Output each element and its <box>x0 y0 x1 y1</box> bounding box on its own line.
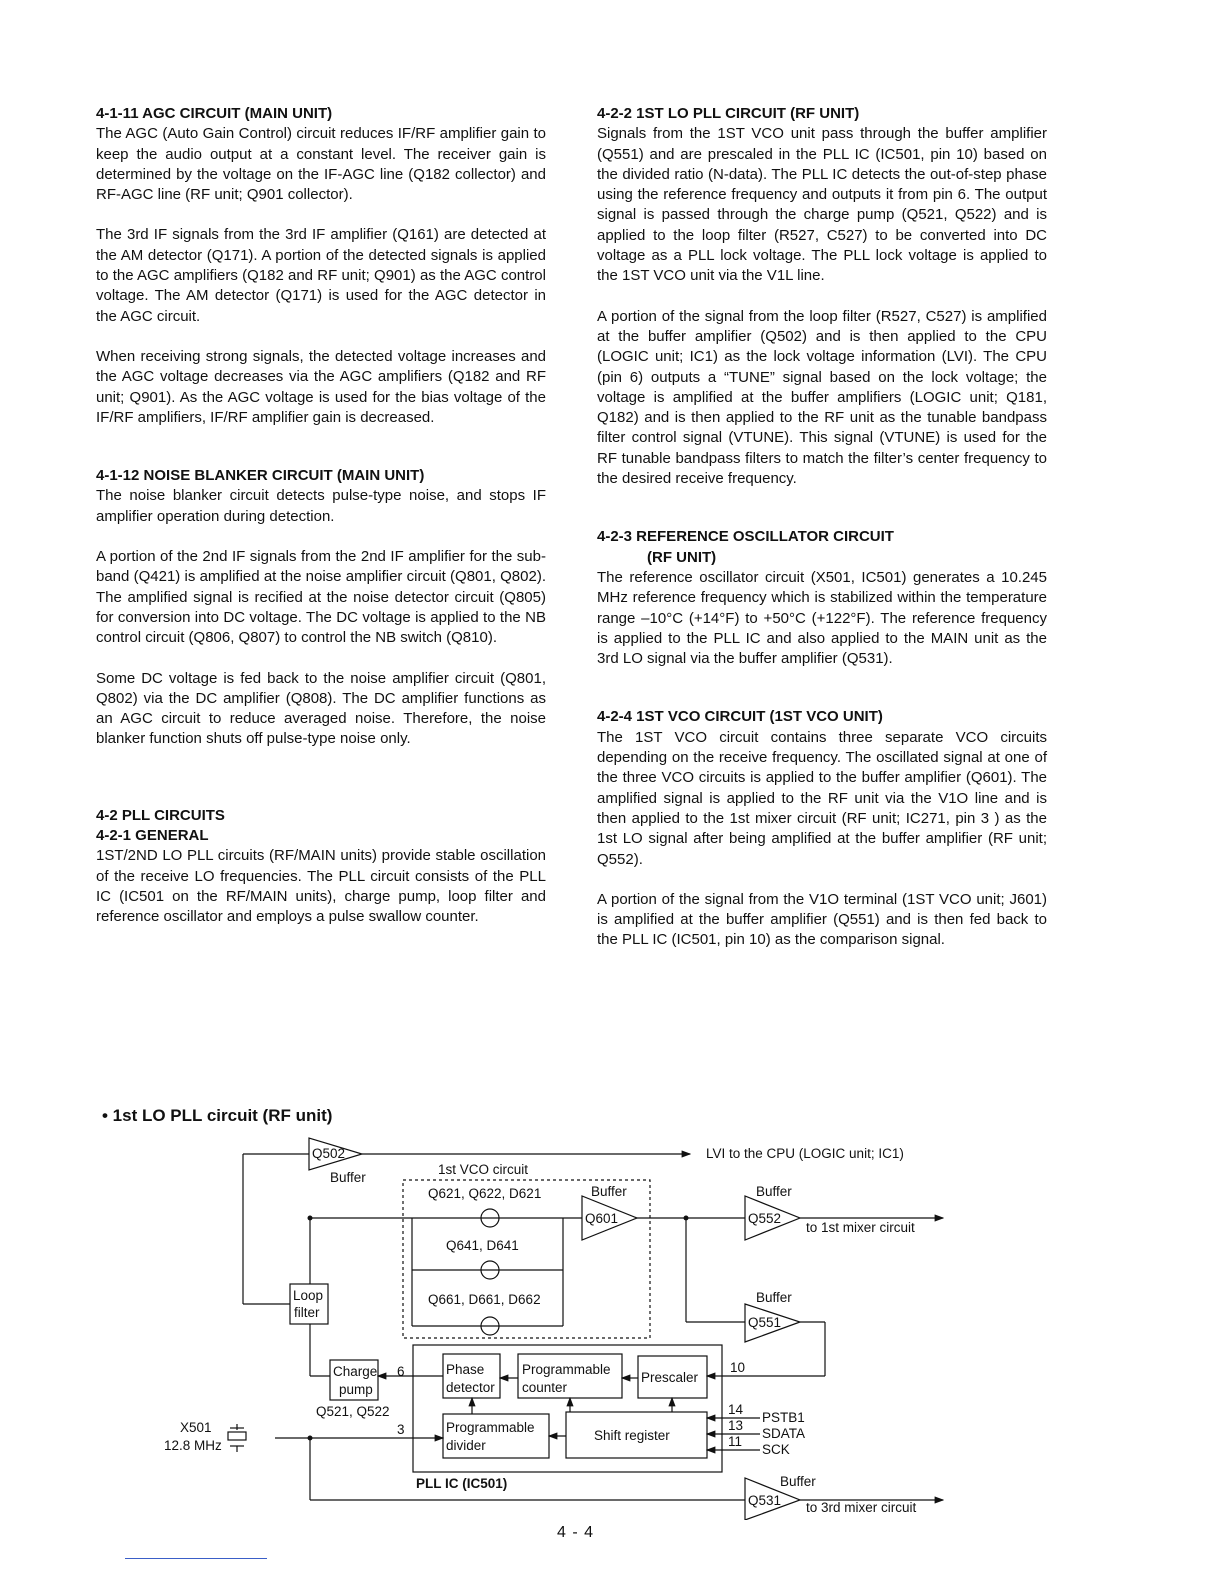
label-counter: counter <box>522 1380 568 1395</box>
label-q601: Q601 <box>585 1211 619 1226</box>
label-x501: X501 <box>180 1420 212 1435</box>
section-heading-ref-osc: 4-2-3 REFERENCE OSCILLATOR CIRCUIT <box>597 528 894 546</box>
label-pll-ic: PLL IC (IC501) <box>416 1476 508 1491</box>
footer-rule <box>125 1558 267 1559</box>
label-x501-freq: 12.8 MHz <box>164 1438 222 1453</box>
diagram-title: • 1st LO PLL circuit (RF unit) <box>102 1106 333 1125</box>
label-pin11: 11 <box>728 1434 743 1449</box>
label-buffer-q601: Buffer <box>591 1184 627 1199</box>
label-phase: Phase <box>446 1362 485 1377</box>
section-heading-1st-vco: 4-2-4 1ST VCO CIRCUIT (1ST VCO UNIT) <box>597 708 883 726</box>
label-pin3: 3 <box>397 1422 405 1437</box>
label-pump: pump <box>339 1382 373 1397</box>
section-heading-noise-blanker: 4-1-12 NOISE BLANKER CIRCUIT (MAIN UNIT) <box>96 467 425 485</box>
label-to-1st-mixer: to 1st mixer circuit <box>806 1220 915 1235</box>
paragraph: The 1ST VCO circuit contains three separate VCO circuits depending on the receive frequency. The oscillated signal at one of the three VCO circuits is applied to the buffer amplifier (Q601). The amplified signal is applied to the RF unit via the V1O line and is then applied to the 1st mixer circuit (RF unit; IC271, pin 3 ) as the 1st LO signal after being amplified at the buffer amplifier (RF unit; Q552). <box>597 728 1047 868</box>
paragraph: Signals from the 1ST VCO unit pass through the buffer amplifier (Q551) and are prescaled in the PLL IC (IC501, pin 10) based on the divided ratio (N-data). The PLL IC detects the out-of-step phase using the reference frequency and outputs it from pin 6. The output signal is passed through the charge pump (Q521, Q522) and is applied to the loop filter (R527, C527) to be converted into DC voltage as a PLL lock voltage. The PLL lock voltage is applied to the 1ST VCO unit via the V1L line. <box>597 125 1047 285</box>
label-prescaler: Prescaler <box>641 1370 699 1385</box>
section-heading-pll: 4-2 PLL CIRCUITS <box>96 806 225 824</box>
label-sck: SCK <box>762 1442 790 1457</box>
label-buffer: Buffer <box>330 1170 366 1185</box>
crystal-x501 <box>228 1432 246 1440</box>
section-heading-general: 4-2-1 GENERAL <box>96 827 209 845</box>
section-heading-ref-osc-line2: (RF UNIT) <box>647 548 717 566</box>
label-charge-pump-q: Q521, Q522 <box>316 1404 390 1419</box>
label-shift-register: Shift register <box>594 1428 670 1443</box>
label-divider: divider <box>446 1438 486 1453</box>
label-vco1: Q621, Q622, D621 <box>428 1186 542 1201</box>
label-buffer-q552: Buffer <box>756 1184 792 1199</box>
paragraph: When receiving strong signals, the detected voltage increases and the AGC voltage decreases via the AGC amplifiers (Q182 and RF unit; Q901). As the AGC voltage is used for the bias voltage of the IF/RF amplifiers, IF/RF amplifier gain is decreased. <box>96 347 546 426</box>
label-prog-counter: Programmable <box>522 1362 611 1377</box>
label-pstb1: PSTB1 <box>762 1410 805 1425</box>
label-pin14: 14 <box>728 1402 744 1417</box>
paragraph: The AGC (Auto Gain Control) circuit reduces IF/RF amplifier gain to keep the audio output at a constant level. The receiver gain is determined by the voltage on the IF-AGC line (Q182 collector) and RF-AGC line (RF unit; Q901 collector). <box>96 125 546 204</box>
paragraph: A portion of the signal from the V1O terminal (1ST VCO unit; J601) is amplified at the buffer amplifier (Q551) and is then fed back to the PLL IC (IC501, pin 10) as the comparison signal. <box>597 890 1047 949</box>
label-pin13: 13 <box>728 1418 744 1433</box>
label-to-3rd-mixer: to 3rd mixer circuit <box>806 1500 917 1515</box>
section-heading-agc: 4-1-11 AGC CIRCUIT (MAIN UNIT) <box>96 105 333 122</box>
vco-circuit-box <box>403 1180 650 1338</box>
label-detector: detector <box>446 1380 495 1395</box>
label-q531: Q531 <box>748 1493 782 1508</box>
paragraph: The reference oscillator circuit (X501, IC501) generates a 10.245 MHz reference frequency which is stabilized within the temperature range –10°C (+14°F) to +50°C (+122°F). The reference frequency is applied to the PLL IC and also applied to the MAIN unit as the 3rd LO signal via the buffer amplifier (Q531). <box>597 568 1047 668</box>
paragraph: 1ST/2ND LO PLL circuits (RF/MAIN units) provide stable oscillation of the receive LO frequencies. The PLL circuit consists of the PLL IC (IC501 on the RF/MAIN units), charge pump, loop filter and reference oscillator and employs a pulse swallow counter. <box>96 847 546 926</box>
label-q551: Q551 <box>748 1315 782 1330</box>
label-q502: Q502 <box>312 1146 346 1161</box>
label-lvi: LVI to the CPU (LOGIC unit; IC1) <box>706 1146 904 1161</box>
right-column <box>597 104 1047 951</box>
paragraph: A portion of the signal from the loop filter (R527, C527) is amplified at the buffer amplifier (Q502) and is then applied to the CPU (LOGIC unit; IC1) as the lock voltage information (LVI). The CPU (pin 6) outputs a “TUNE” signal based on the lock voltage; the voltage is amplified at the buffer amplifiers (LOGIC unit; Q181, Q182) and is then applied to the RF unit as the tunable bandpass filter control signal (VTUNE). This signal (VTUNE) is used for the RF tunable bandpass filters to match the filter’s center frequency to the desired receive frequency. <box>597 307 1047 488</box>
label-pin6: 6 <box>397 1364 405 1379</box>
section-heading-1st-lo-pll: 4-2-2 1ST LO PLL CIRCUIT (RF UNIT) <box>597 105 860 122</box>
paragraph: The noise blanker circuit detects pulse-type noise, and stops IF amplifier operation during detection. <box>96 487 546 525</box>
page-number: 4 - 4 <box>557 1524 595 1541</box>
label-buffer-q531: Buffer <box>780 1474 816 1489</box>
paragraph: The 3rd IF signals from the 3rd IF amplifier (Q161) are detected at the AM detector (Q171). A portion of the detected signals is applied to the AGC amplifiers (Q182 and RF unit; Q901) as the AGC control voltage. The AM detector (Q171) is used for the AGC detector in the AGC circuit. <box>96 226 546 325</box>
label-vco3: Q661, D661, D662 <box>428 1292 541 1307</box>
label-sdata: SDATA <box>762 1426 806 1441</box>
paragraph: A portion of the 2nd IF signals from the 2nd IF amplifier for the sub-band (Q421) is amplified at the noise amplifier circuit (Q801, Q802). The amplified signal is recified at the noise detector circuit (Q805) for conversion into DC voltage. The DC voltage is applied to the NB control circuit (Q806, Q807) to control the NB switch (Q810). <box>96 548 546 647</box>
paragraph: Some DC voltage is fed back to the noise amplifier circuit (Q801, Q802) via the DC amplifier (Q808). The DC amplifier functions as an AGC circuit to reduce averaged noise. Therefore, the noise blanker function shuts off pulse-type noise only. <box>96 669 546 748</box>
label-vco-title: 1st VCO circuit <box>438 1162 529 1177</box>
label-prog-divider: Programmable <box>446 1420 535 1435</box>
left-column <box>96 104 546 928</box>
label-filter: filter <box>294 1305 320 1320</box>
label-q552: Q552 <box>748 1211 782 1226</box>
label-pin10: 10 <box>730 1360 746 1375</box>
pll-block-diagram <box>0 1130 1224 1520</box>
label-vco2: Q641, D641 <box>446 1238 519 1253</box>
label-charge: Charge <box>333 1364 378 1379</box>
label-loop: Loop <box>293 1288 324 1303</box>
label-buffer-q551: Buffer <box>756 1290 792 1305</box>
